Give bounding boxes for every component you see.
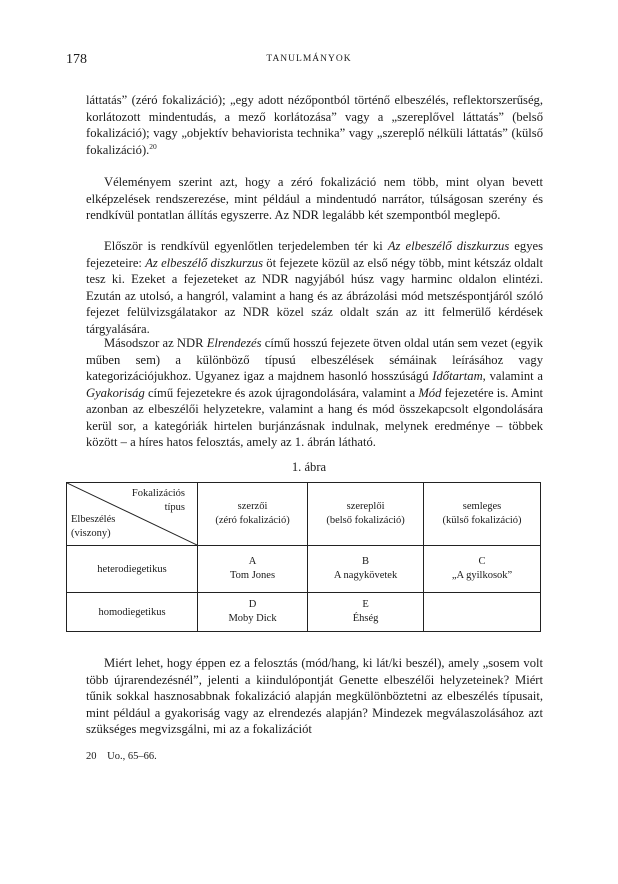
- cell-title: „A gyilkosok”: [451, 570, 513, 581]
- table-corner-cell: [67, 483, 198, 546]
- corner-bottom-line: (viszony): [71, 528, 111, 539]
- text-run: Először is rendkívül egyenlőtlen terjedelemben tér ki: [104, 239, 388, 253]
- paragraph-quote-continuation: [86, 92, 543, 158]
- paragraph: Miért lehet, hogy éppen ez a felosztás (mód/hang, ki lát/ki beszél), amely „sosem volt több újrarendezésnél”, jelenti a kiindulópontját Genette elbeszélői helyzeteinek? Miért tűnik sokkal hasznosabbnak fokalizáció alapján megkülönböztetni az elbeszélés típusait, mint például a gyakoriság vagy az elrendezés alapján? Mindezek megválaszolásához azt szükséges megvizsgálni, mi az a fokalizációt: [86, 656, 543, 736]
- running-head: TANULMÁNYOK: [266, 54, 352, 64]
- chapter-title: Időtartam: [432, 369, 483, 383]
- paragraph: Véleményem szerint azt, hogy a zéró fokalizáció nem több, mint olyan bevett elképzelések rendszerezése, mint például a mindentudó narrátor, túlságosan szerény és rendkívül pontatlan állítás egyszerre. Az NDR legalább két szempontból meglepő.: [86, 175, 543, 222]
- table-cell: [424, 546, 541, 593]
- cell-title: Éhség: [352, 613, 379, 624]
- chapter-title: Gyakoriság: [86, 385, 145, 400]
- table-cell-empty: [424, 593, 541, 632]
- table-header-row: [67, 483, 541, 546]
- page-number: 178: [66, 52, 87, 67]
- paragraph: [86, 335, 543, 451]
- column-header-title: szereplői: [346, 501, 385, 512]
- cell-letter: E: [362, 599, 369, 610]
- column-header-subtitle: (külső fokalizáció): [442, 515, 522, 526]
- paragraph: [86, 238, 543, 337]
- corner-top-label: [132, 487, 185, 515]
- table-cell: [308, 546, 424, 593]
- paragraph-text: láttatás” (zéró fokalizáció); „egy adott nézőpontból történő elbeszélés, reflektorszerűség, korlátozott mindentudás, a mező korlátozása” vagy a „szereplővel láttatás” (belső fokalizáció); vagy „objektív behaviorista technika” vagy „szereplő nélküli láttatás” (külső fokalizáció).: [86, 93, 543, 157]
- footnote-number: 20: [86, 751, 97, 762]
- corner-top-line: típus: [164, 502, 185, 513]
- table-cell: [308, 593, 424, 632]
- cell-letter: B: [362, 556, 370, 567]
- corner-top-line: Fokalizációs: [131, 488, 185, 499]
- cell-letter: C: [478, 556, 486, 567]
- focalization-table: [66, 482, 541, 632]
- column-header-title: semleges: [462, 501, 502, 512]
- text-run: című hosszú fejezete ötven oldal után sem vezet (egyik műben sem) a különböző típusú elbeszélések sémáinak leírásához vagy kategorizációjukhoz. Ugyanez igaz a majdnem hasonló hosszúságú: [86, 336, 544, 383]
- footnote-reference: 20: [149, 141, 157, 151]
- table-row: [67, 546, 541, 593]
- corner-bottom-label: [71, 513, 115, 541]
- column-header-subtitle: (belső fokalizáció): [326, 515, 405, 526]
- text-run: egyes fejezeteire:: [86, 239, 543, 270]
- column-header-title: szerzői: [237, 501, 268, 512]
- column-header: [198, 483, 308, 546]
- cell-letter: D: [248, 599, 257, 610]
- column-header: [424, 483, 541, 546]
- text-run: öt fejezete közül az első négy több, mint kétszáz oldalt tesz ki. Ezeket a fejezeteket az NDR nagyjából húsz vagy harminc oldalon elintézi. Ezután az utolsó, a hangról, valamint a hang és az ábrázolási mód metszéspontjáról szóló fejezet felülvizsgálatakor az NDR közel száz oldalt szán az itt felmerülő kérdések tárgyalására.: [86, 255, 543, 336]
- cell-title: A nagykövetek: [333, 570, 398, 581]
- figure-caption: 1. ábra: [291, 460, 327, 474]
- chapter-title: Mód: [418, 385, 442, 400]
- footnote-text: Uo., 65–66.: [107, 751, 157, 762]
- book-title: Az elbeszélő diszkurzus: [145, 255, 263, 270]
- chapter-title: Elrendezés: [206, 336, 262, 350]
- text-run: fejezetére is. Amint azonban az elbeszélői helyzetekre, valamint a hang és mód összekapcsolt elgondolására kerül sor, a kategóriák hirtelen burjánzásnak indulnak, melynek eredménye – többek között – a híres hatos felosztás, amely az 1. ábrán látható.: [86, 385, 543, 449]
- text-run: , valamint a: [482, 369, 543, 383]
- corner-bottom-line: Elbeszélés: [71, 514, 116, 525]
- cell-letter: A: [248, 556, 257, 567]
- cell-title: Tom Jones: [229, 570, 276, 581]
- table-cell: [198, 546, 308, 593]
- cell-title: Moby Dick: [228, 613, 277, 624]
- footnote: [86, 751, 157, 762]
- table-row: [67, 593, 541, 632]
- book-title: Az elbeszélő diszkurzus: [387, 239, 510, 253]
- column-header: [308, 483, 424, 546]
- column-header-subtitle: (zéró fokalizáció): [215, 515, 290, 526]
- row-header: homodiegetikus: [67, 593, 198, 632]
- row-header: heterodiegetikus: [67, 546, 198, 593]
- text-run: című fejezetekre és azok újragondolására, valamint a: [144, 385, 419, 400]
- text-run: Másodszor az NDR: [104, 336, 207, 350]
- table-cell: [198, 593, 308, 632]
